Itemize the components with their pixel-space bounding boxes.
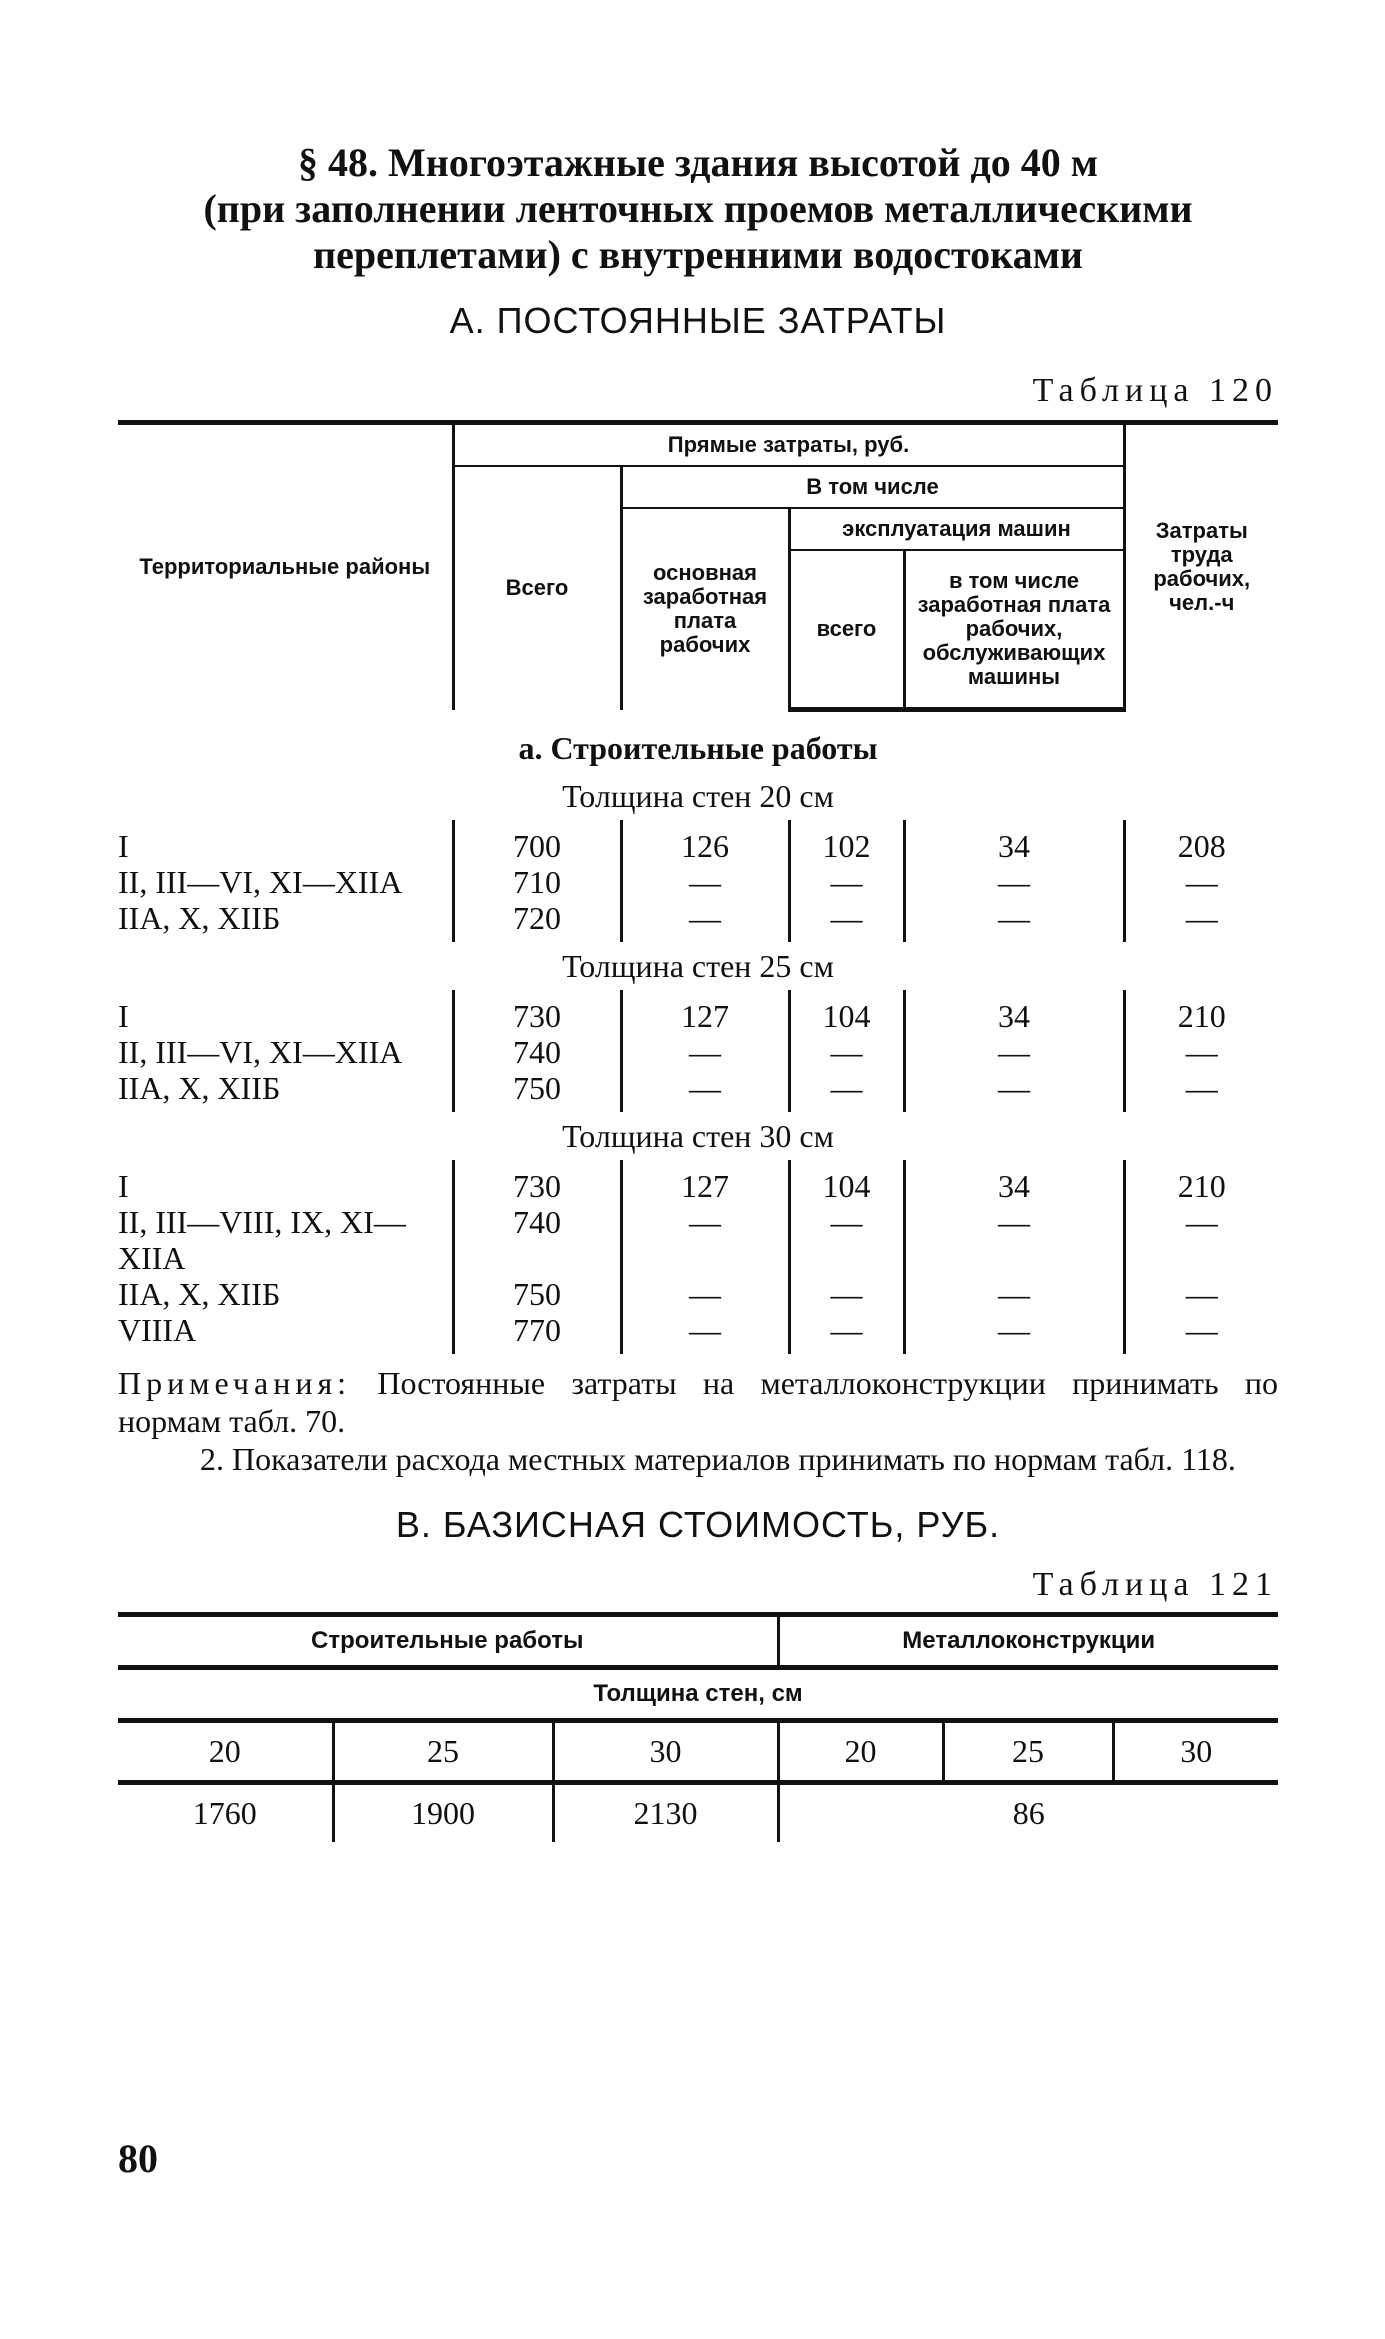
machine-total-cell: — <box>789 864 904 900</box>
note-2: 2. Показатели расхода местных материалов принимать по нормам табл. 118. <box>200 1441 1236 1477</box>
machine-wage-cell: — <box>904 900 1124 942</box>
header-including: В том числе <box>621 466 1124 508</box>
header-machine-total: всего <box>789 550 904 710</box>
section-title-line-2: (при заполнении ленточных проемов металлическими <box>203 186 1193 231</box>
region-cell: IIА, X, XIIБ <box>118 1276 281 1312</box>
table-row <box>118 900 1278 942</box>
section-title-line-1: § 48. Многоэтажные здания высотой до 40 м <box>298 140 1098 185</box>
table-row <box>118 990 1278 1034</box>
machine-wage-cell: — <box>904 1070 1124 1112</box>
total-cell: 700 <box>453 820 621 864</box>
base-wage-cell: — <box>621 1276 789 1312</box>
table-row <box>118 864 1278 900</box>
labor-cell: — <box>1124 864 1278 900</box>
machine-wage-cell: 34 <box>904 990 1124 1034</box>
base-wage-cell: — <box>621 1204 789 1276</box>
machine-wage-cell: — <box>904 864 1124 900</box>
total-cell: 740 <box>453 1034 621 1070</box>
machine-total-cell: — <box>789 1204 904 1276</box>
region-cell: IIА, X, XIIБ <box>118 1070 281 1106</box>
total-cell: 710 <box>453 864 621 900</box>
base-wage-cell: 127 <box>621 1160 789 1204</box>
machine-total-cell: 102 <box>789 820 904 864</box>
thickness-metal-30: 30 <box>1113 1721 1278 1783</box>
header-direct-costs: Прямые затраты, руб. <box>453 423 1124 467</box>
total-cell: 720 <box>453 900 621 942</box>
base-wage-cell: — <box>621 1070 789 1112</box>
note-1: Постоянные затраты на металлоконструкции принимать по нормам табл. 70. <box>118 1365 1279 1439</box>
table-row <box>118 1312 1278 1354</box>
region-cell: II, III—VIII, IX, XI—XIIА <box>118 1204 406 1276</box>
machine-total-cell: — <box>789 1070 904 1112</box>
base-wage-cell: — <box>621 900 789 942</box>
labor-cell: 210 <box>1124 990 1278 1034</box>
region-cell: VIIIА <box>118 1312 197 1348</box>
table-row <box>118 1070 1278 1112</box>
thickness-metal-20: 20 <box>778 1721 943 1783</box>
machine-total-cell: 104 <box>789 990 904 1034</box>
section-title <box>118 140 1278 278</box>
part-a-title: А. ПОСТОЯННЫЕ ЗАТРАТЫ <box>449 300 947 341</box>
table-120-label: Таблица 120 <box>1032 372 1278 409</box>
base-wage-cell: — <box>621 1034 789 1070</box>
thickness-metal-25: 25 <box>943 1721 1113 1783</box>
machine-total-cell: — <box>789 1276 904 1312</box>
total-cell: 750 <box>453 1070 621 1112</box>
page-number: 80 <box>118 2136 158 2181</box>
labor-cell: 208 <box>1124 820 1278 864</box>
header-machine-wage: в том числе заработная плата рабочих, обслуживающих машины <box>904 550 1124 710</box>
machine-total-cell: — <box>789 900 904 942</box>
thickness-construction-25: 25 <box>333 1721 553 1783</box>
base-wage-cell: — <box>621 1312 789 1354</box>
cost-construction-20: 1760 <box>192 1795 257 1831</box>
region-cell: IIА, X, XIIБ <box>118 900 281 936</box>
part-b-title: В. БАЗИСНАЯ СТОИМОСТЬ, РУБ. <box>395 1504 1001 1545</box>
total-cell: 730 <box>453 990 621 1034</box>
total-cell: 730 <box>453 1160 621 1204</box>
header-total: Всего <box>453 466 621 710</box>
wall-thickness-heading: Толщина стен 25 см <box>562 948 834 984</box>
region-cell: I <box>118 828 129 864</box>
table-row <box>118 1160 1278 1204</box>
header-labor-costs: Затраты труда рабочих, чел.-ч <box>1124 423 1278 710</box>
region-cell: II, III—VI, XI—XIIА <box>118 1034 403 1070</box>
table-120 <box>118 420 1278 1354</box>
machine-total-cell: — <box>789 1034 904 1070</box>
thickness-construction-20: 20 <box>118 1721 333 1783</box>
section-construction: а. Строительные работы <box>518 730 878 766</box>
table-row <box>118 820 1278 864</box>
labor-cell: — <box>1124 1276 1278 1312</box>
notes <box>118 1364 1278 1478</box>
labor-cell: — <box>1124 1204 1278 1276</box>
header-machine-operation: эксплуатация машин <box>789 508 1124 550</box>
header-construction: Строительные работы <box>118 1615 778 1668</box>
table-row <box>118 1034 1278 1070</box>
wall-thickness-heading: Толщина стен 30 см <box>562 1118 834 1154</box>
machine-total-cell: — <box>789 1312 904 1354</box>
total-cell: 750 <box>453 1276 621 1312</box>
header-regions: Территориальные районы <box>118 423 453 710</box>
cost-metal: 86 <box>778 1783 1278 1843</box>
labor-cell: — <box>1124 1312 1278 1354</box>
region-cell: I <box>118 1168 129 1204</box>
table-120-body <box>118 710 1278 1355</box>
machine-total-cell: 104 <box>789 1160 904 1204</box>
labor-cell: — <box>1124 1070 1278 1112</box>
total-cell: 740 <box>453 1204 621 1276</box>
region-cell: II, III—VI, XI—XIIА <box>118 864 403 900</box>
notes-label: Примечания: <box>118 1365 352 1401</box>
table-row <box>118 1204 1278 1276</box>
wall-thickness-heading: Толщина стен 20 см <box>562 778 834 814</box>
machine-wage-cell: 34 <box>904 1160 1124 1204</box>
table-120-header <box>118 423 1278 710</box>
machine-wage-cell: — <box>904 1204 1124 1276</box>
machine-wage-cell: — <box>904 1034 1124 1070</box>
labor-cell: — <box>1124 1034 1278 1070</box>
machine-wage-cell: — <box>904 1312 1124 1354</box>
table-121-label: Таблица 121 <box>1032 1566 1278 1603</box>
thickness-construction-30: 30 <box>553 1721 778 1783</box>
base-wage-cell: — <box>621 864 789 900</box>
header-base-wage: основная заработная плата рабочих <box>621 508 789 710</box>
base-wage-cell: 126 <box>621 820 789 864</box>
region-cell: I <box>118 998 129 1034</box>
page-content <box>118 140 1278 1842</box>
total-cell: 770 <box>453 1312 621 1354</box>
machine-wage-cell: 34 <box>904 820 1124 864</box>
labor-cell: 210 <box>1124 1160 1278 1204</box>
cost-construction-30: 2130 <box>553 1783 778 1843</box>
table-121 <box>118 1612 1278 1842</box>
base-wage-cell: 127 <box>621 990 789 1034</box>
cost-construction-25: 1900 <box>333 1783 553 1843</box>
labor-cell: — <box>1124 900 1278 942</box>
machine-wage-cell: — <box>904 1276 1124 1312</box>
section-title-line-3: переплетами) с внутренними водостоками <box>313 232 1083 277</box>
header-metal: Металлоконструкции <box>778 1615 1278 1668</box>
header-wall-thickness: Толщина стен, см <box>118 1668 1278 1721</box>
table-row <box>118 1276 1278 1312</box>
